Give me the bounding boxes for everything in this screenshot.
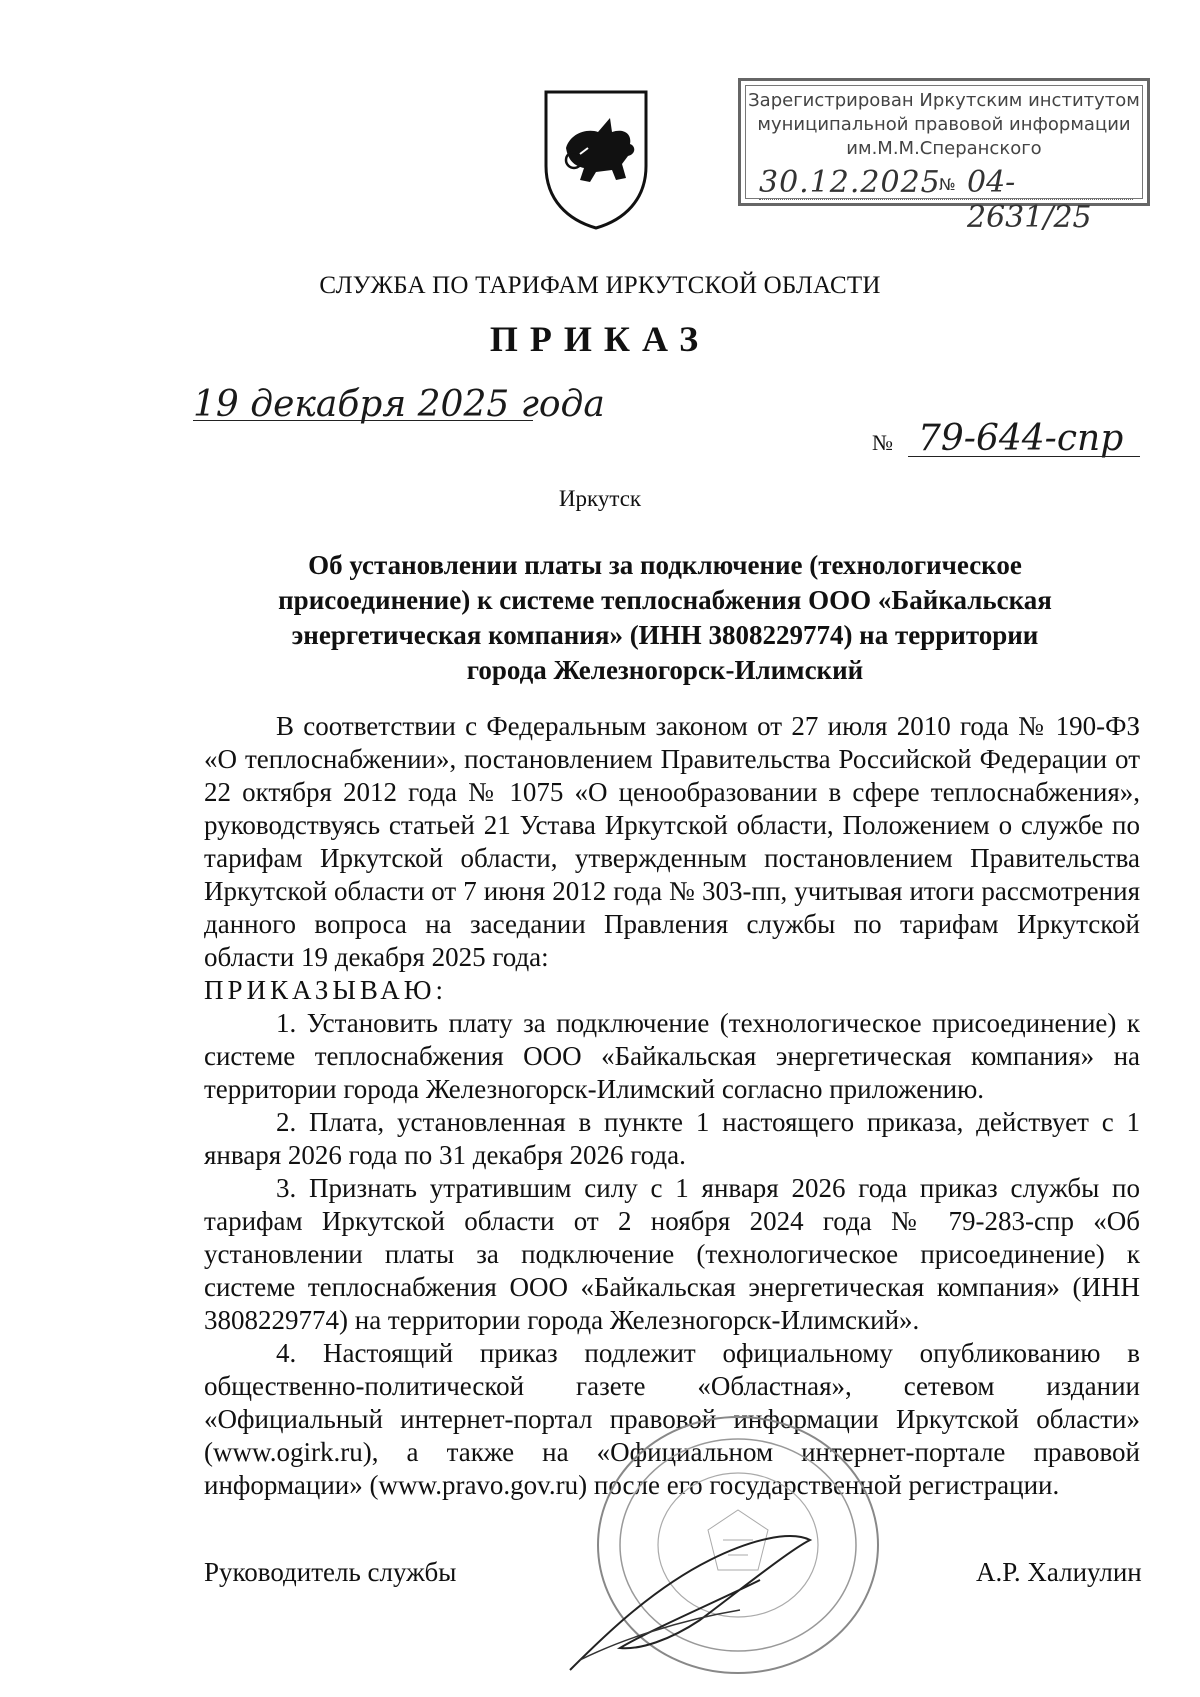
registration-stamp-line: им.М.М.Сперанского: [846, 138, 1042, 159]
signatory-name: А.Р. Халиулин: [976, 1557, 1142, 1587]
subject-line: присоединение) к системе теплоснабжения ООО «Байкальская: [278, 585, 1052, 615]
subject-line: Об установлении платы за подключение (технологическое: [308, 550, 1022, 580]
agency-name: СЛУЖБА ПО ТАРИФАМ ИРКУТСКОЙ ОБЛАСТИ: [319, 272, 881, 299]
document-title: ПРИКАЗ: [489, 319, 711, 359]
order-item-3: 3. Признать утратившим силу с 1 января 2026 года приказ службы по тарифам Иркутской области от 2 ноября 2024 года № 79-283-спр «Об установлении платы за подключение (технологическое присоединение) к системе теплоснабжения ООО «Байкальская энергетическая компания» (ИНН 3808229774) на территории города Железногорск-Илимский».: [204, 1173, 1140, 1335]
date-underline: [193, 420, 533, 421]
number-underline: [908, 456, 1140, 457]
registration-date: 30.12.2025: [759, 165, 941, 200]
order-word: ПРИКАЗЫВАЮ:: [204, 975, 447, 1005]
registration-underline: [759, 199, 1133, 200]
subject-line: энергетическая компания» (ИНН 3808229774) на территории: [291, 620, 1039, 650]
registration-stamp-line: Зарегистрирован Иркутским институтом: [748, 90, 1140, 111]
coat-of-arms-icon: [540, 88, 652, 230]
subject-line: города Железногорск-Илимский: [466, 655, 864, 685]
handwritten-signature-icon: [560, 1520, 820, 1680]
document-subject: [195, 548, 1135, 688]
order-item-2: 2. Плата, установленная в пункте 1 настоящего приказа, действует с 1 января 2026 года по 31 декабря 2026 года.: [204, 1107, 1140, 1170]
number-label: №: [872, 430, 893, 455]
order-item-1: 1. Установить плату за подключение (технологическое присоединение) к системе теплоснабжения ООО «Байкальская энергетическая компания» на территории города Железногорск-Илимский согласно приложению.: [204, 1008, 1140, 1104]
order-item-4: 4. Настоящий приказ подлежит официальному опубликованию в общественно-политической газете «Областная», сетевом издании «Официальный интернет-портал правовой информации Иркутской области» (www.ogirk.ru), а также на «Официальном интернет-портале правовой информации» (www.pravo.gov.ru) после его государственной регистрации.: [204, 1338, 1140, 1500]
signatory-role: Руководитель службы: [204, 1557, 457, 1587]
registration-stamp: [738, 78, 1150, 235]
preamble-paragraph: В соответствии с Федеральным законом от 27 июля 2010 года № 190-ФЗ «О теплоснабжении», постановлением Правительства Российской Федерации от 22 октября 2012 года № 1075 «О ценообразовании в сфере теплоснабжения», руководствуясь статьей 21 Устава Иркутской области, Положением о службе по тарифам Иркутской области, утвержденным постановлением Правительства Иркутской области от 7 июня 2012 года № 303-пп, учитывая итоги рассмотрения данного вопроса на заседании Правления службы по тарифам Иркутской области 19 декабря 2025 года:: [204, 711, 1140, 972]
registration-number-label: №: [939, 175, 956, 194]
handwritten-number: 79-644-спр: [918, 418, 1124, 459]
document-body: [204, 710, 1140, 1502]
registration-stamp-line: муниципальной правовой информации: [757, 114, 1131, 135]
city-name: Иркутск: [558, 486, 642, 511]
handwritten-date: 19 декабря 2025 года: [193, 384, 605, 425]
registration-number: 04-2631/25: [967, 165, 1092, 235]
